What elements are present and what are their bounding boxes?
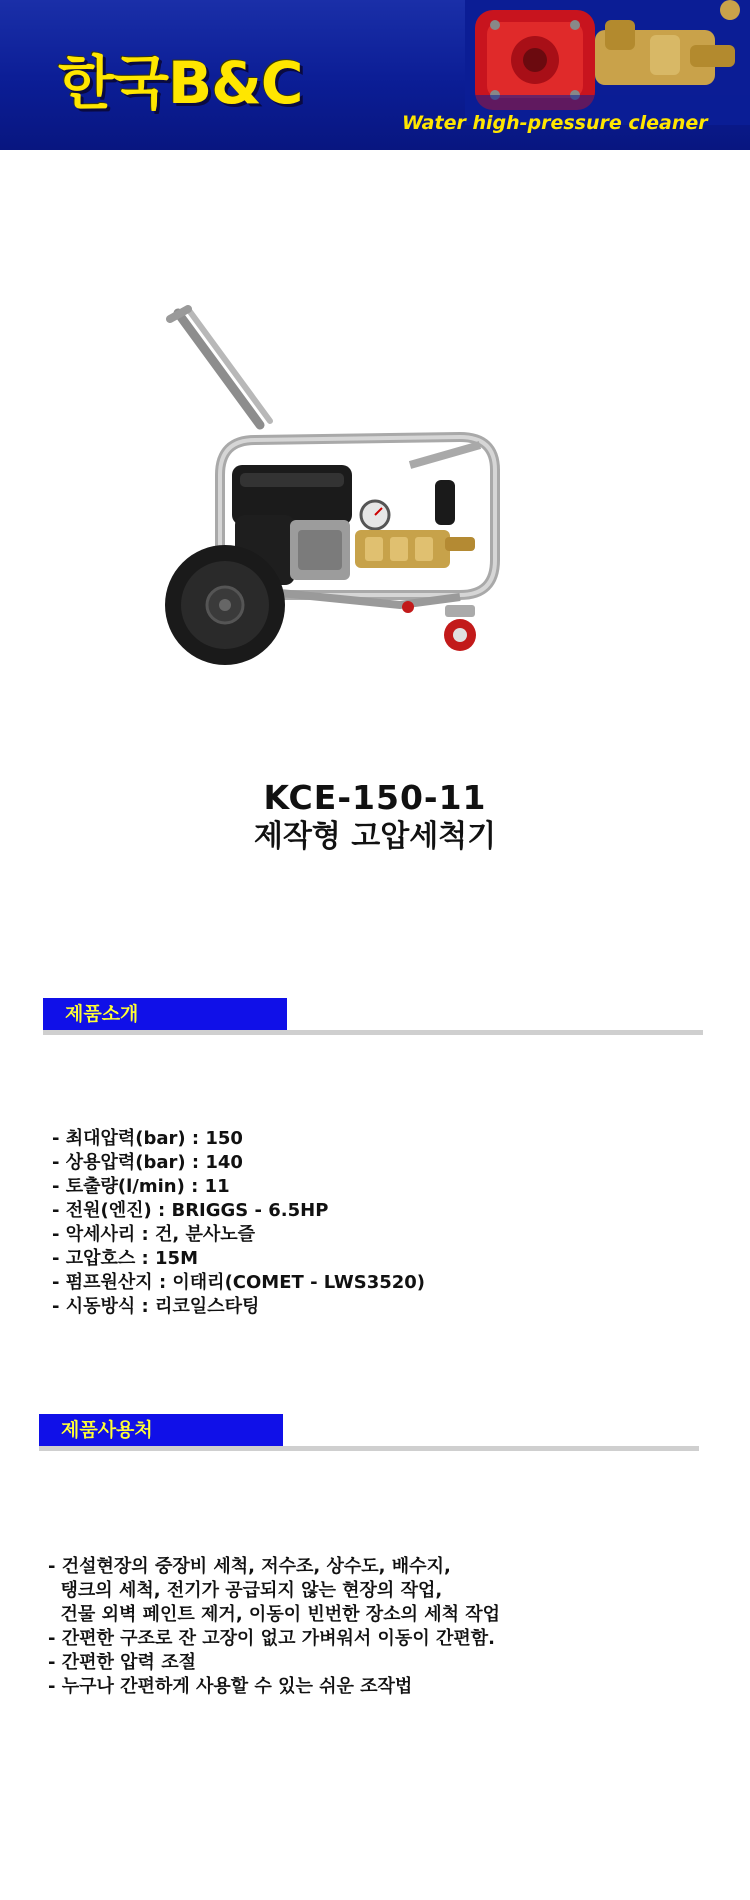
list-item: - 누구나 간편하게 사용할 수 있는 쉬운 조작법 [48,1676,413,1697]
section-divider [43,1030,703,1035]
list-item: - 간편한 구조로 잔 고장이 없고 가벼워서 이동이 간편함. [48,1628,495,1649]
brand-logo: 한국B&C [58,49,303,117]
tagline: Water high-pressure cleaner [402,112,708,134]
usage-heading: 제품사용처 [39,1414,283,1446]
intro-section-header [43,998,703,1034]
list-item: - 간편한 압력 조절 [48,1652,196,1673]
spec-list [52,1127,425,1319]
list-item: - 악세사리 : 건, 분사노즐 [52,1224,256,1245]
list-item: - 고압호스 : 15M [52,1248,198,1269]
usage-section-header [39,1414,699,1450]
pressure-washer-photo [160,305,580,695]
list-item: - 펌프원산지 : 이태리(COMET - LWS3520) [52,1272,426,1293]
pump-photo [465,0,750,125]
usage-list [48,1555,500,1699]
list-item: 탱크의 세척, 전기가 공급되지 않는 현장의 작업, [48,1580,443,1601]
model-number: KCE-150-11 [263,778,487,817]
list-item: - 건설현장의 중장비 세척, 저수조, 상수도, 배수지, [48,1556,451,1577]
intro-heading: 제품소개 [43,998,287,1030]
list-item: - 최대압력(bar) : 150 [52,1128,243,1149]
header-banner [0,0,750,150]
list-item: - 상용압력(bar) : 140 [52,1152,243,1173]
list-item: - 토출량(l/min) : 11 [52,1176,230,1197]
product-name: 제작형 고압세척기 [253,819,497,854]
list-item: - 전원(엔진) : BRIGGS - 6.5HP [52,1200,329,1221]
product-title [0,778,750,856]
list-item: 건물 외벽 페인트 제거, 이동이 빈번한 장소의 세척 작업 [48,1604,501,1625]
list-item: - 시동방식 : 리코일스타팅 [52,1296,260,1317]
section-divider [39,1446,699,1451]
